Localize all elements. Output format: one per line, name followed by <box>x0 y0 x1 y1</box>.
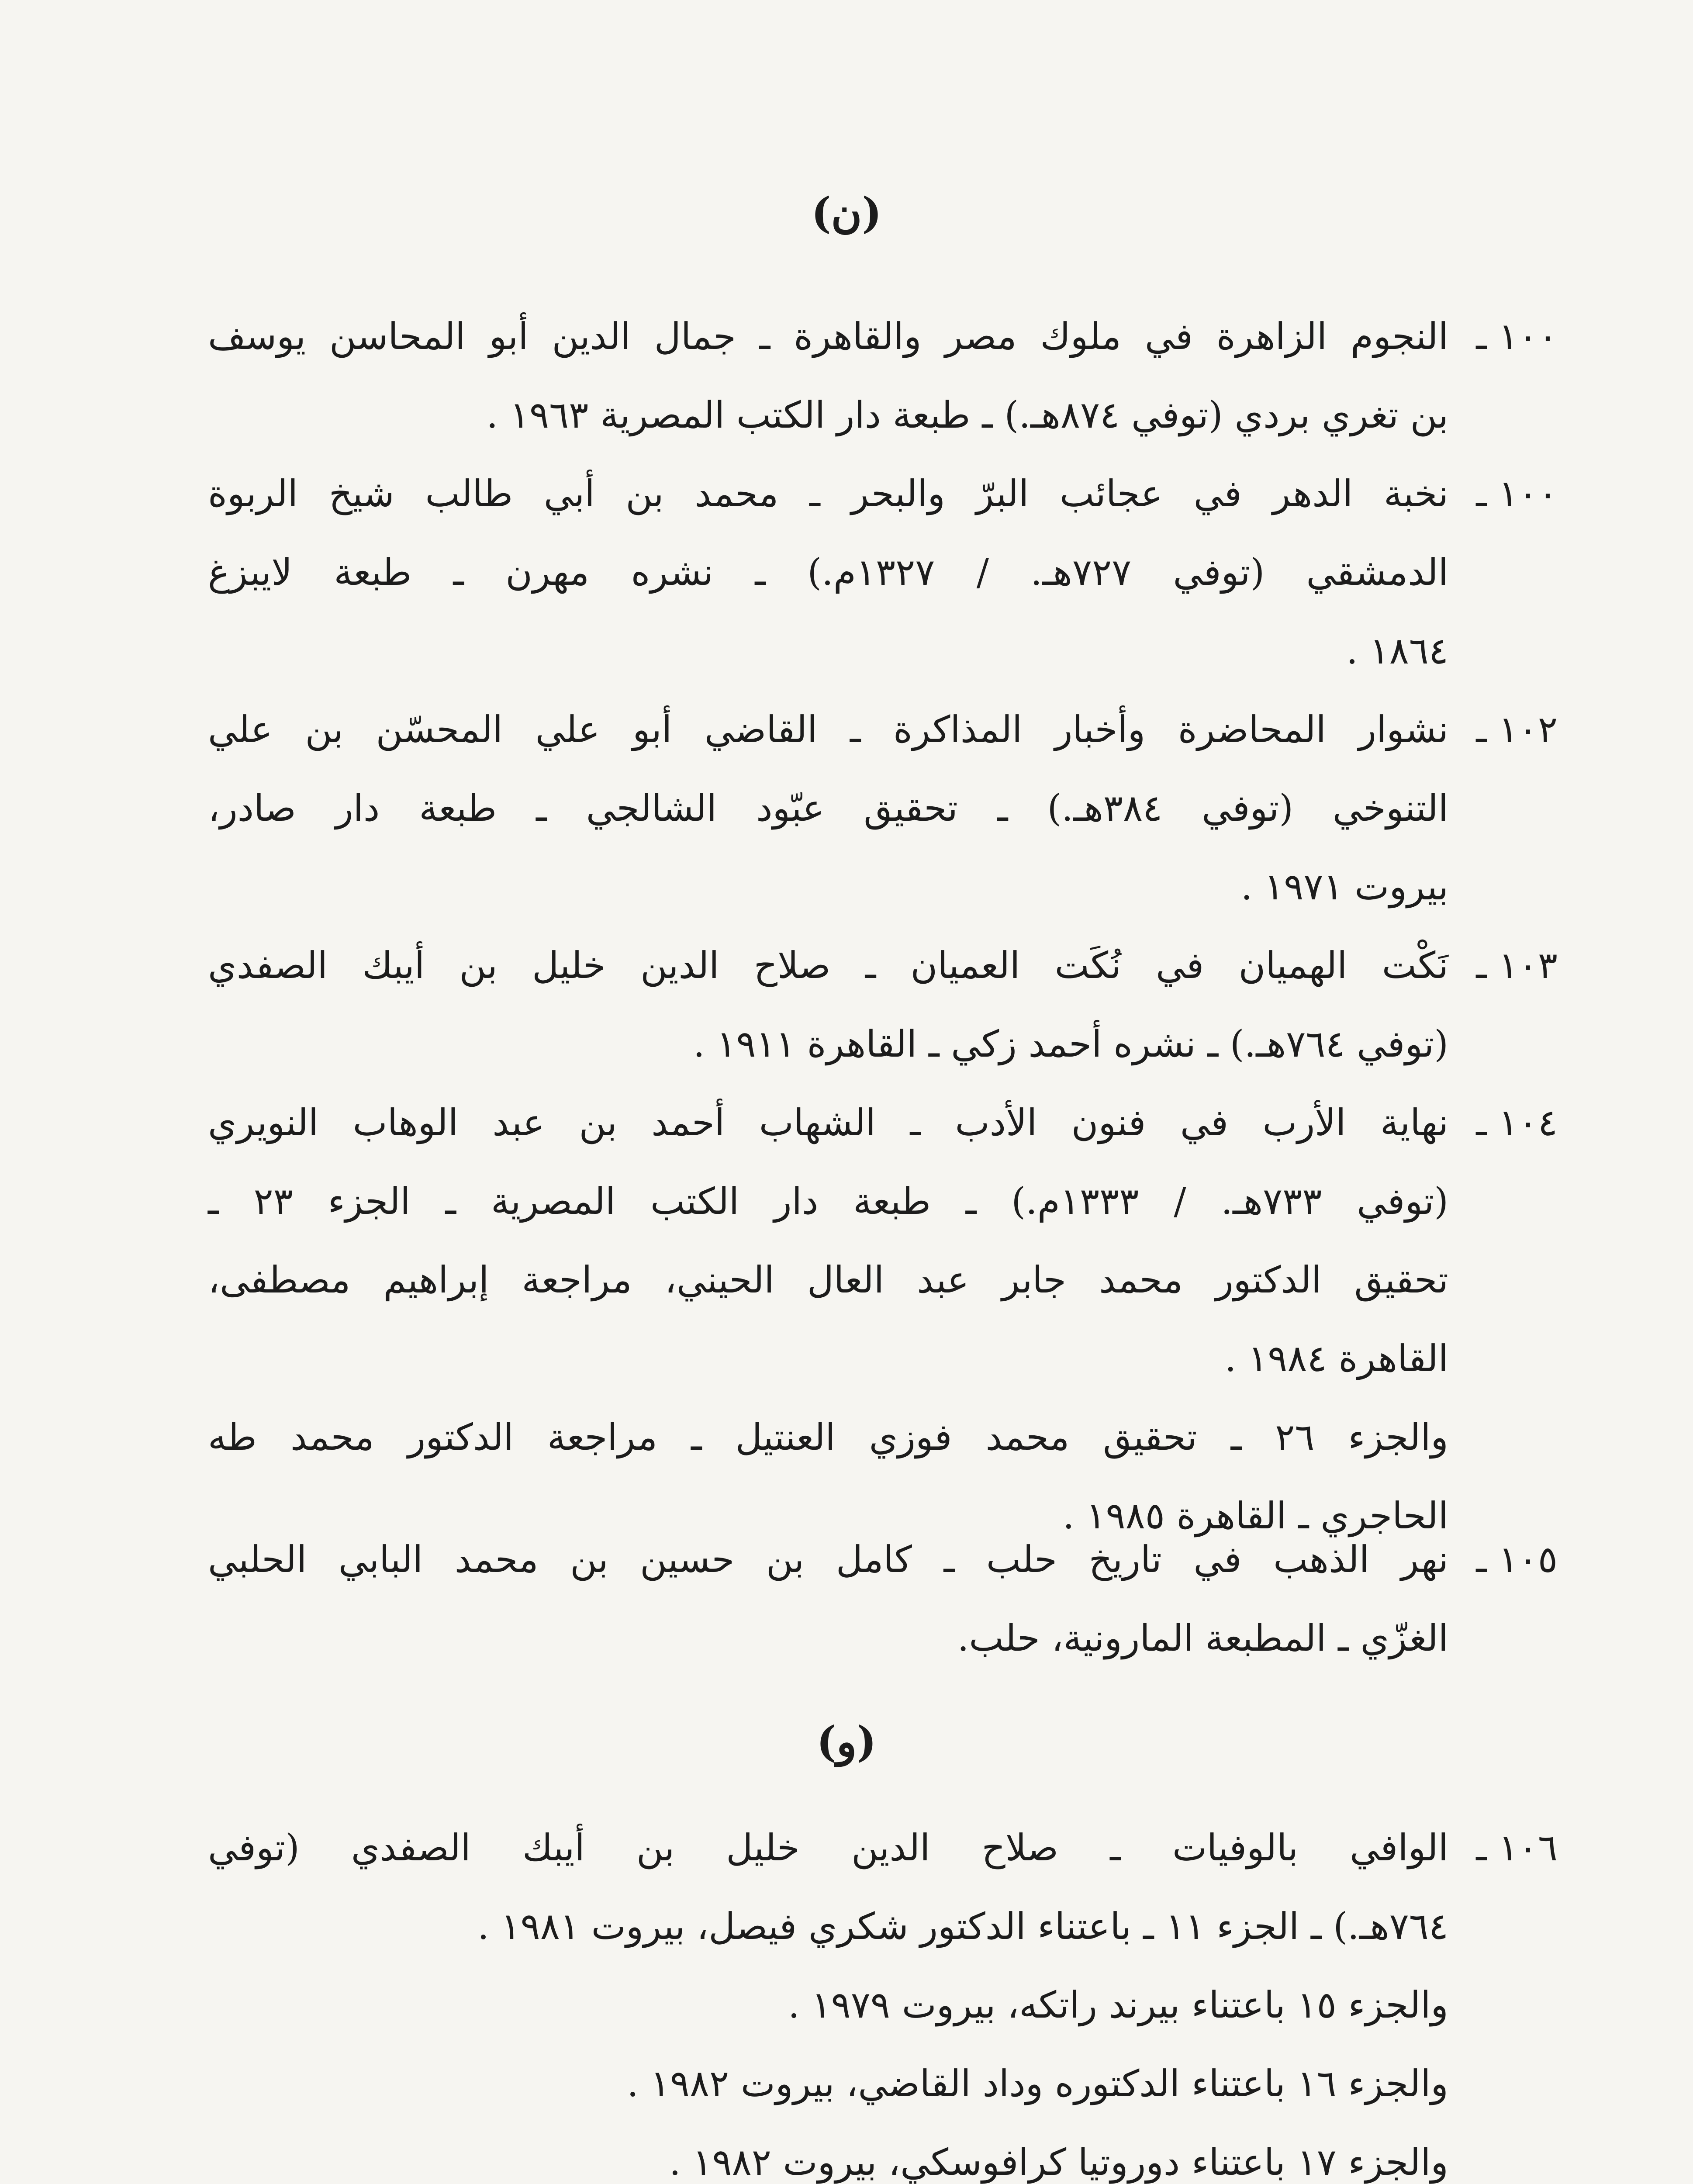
entry-line: نخبة الدهر في عجائب البرّ والبحر ـ محمد بن أبي طالب شيخ الربوة <box>208 472 1448 515</box>
entry-line: (توفي ٧٣٣هـ. / ١٣٣٣م.) ـ طبعة دار الكتب المصرية ـ الجزء ٢٣ ـ <box>208 1180 1448 1223</box>
entry-number: ١٠٣ ـ <box>1476 944 1558 987</box>
bibliography-entry <box>208 1520 1558 1677</box>
entry-number: ١٠٢ ـ <box>1476 708 1558 751</box>
entry-line: التنوخي (توفي ٣٨٤هـ.) ـ تحقيق عبّود الشالجي ـ طبعة دار صادر، <box>208 787 1449 829</box>
entry-line: نَكْت الهميان في نُكَت العميان ـ صلاح الدين خليل بن أيبك الصفدي <box>208 944 1448 987</box>
bibliography-entry <box>208 454 1558 690</box>
entry-number: ١٠٥ ـ <box>1476 1538 1558 1581</box>
entry-line: والجزء ٢٦ ـ تحقيق محمد فوزي العنتيل ـ مراجعة الدكتور محمد طه <box>208 1416 1448 1458</box>
entry-number: ١٠٦ ـ <box>1476 1826 1558 1869</box>
entry-line: تحقيق الدكتور محمد جابر عبد العال الحيني، مراجعة إبراهيم مصطفى، <box>208 1258 1448 1301</box>
bibliography-entry <box>208 690 1558 926</box>
entry-line: والجزء ١٧ باعتناء دوروتيا كرافوسكي، بيروت ١٩٨٢ . <box>669 2141 1448 2184</box>
entry-line: الوافي بالوفيات ـ صلاح الدين خليل بن أيبك الصفدي (توفي <box>208 1826 1448 1869</box>
entry-number: ١٠٠ ـ <box>1476 472 1558 515</box>
entry-line: بن تغري بردي (توفي ٨٧٤هـ.) ـ طبعة دار الكتب المصرية ١٩٦٣ . <box>486 394 1448 436</box>
entry-line: (توفي ٧٦٤هـ.) ـ نشره أحمد زكي ـ القاهرة ١٩١١ . <box>693 1023 1448 1065</box>
entry-number: ١٠٤ ـ <box>1476 1101 1558 1144</box>
bibliography-entry <box>208 1083 1558 1555</box>
section-heading-nun: (ن) <box>811 188 882 238</box>
entry-line: نهاية الأرب في فنون الأدب ـ الشهاب أحمد بن عبد الوهاب النويري <box>208 1101 1448 1144</box>
entry-number: ١٠٠ ـ <box>1476 315 1558 358</box>
bibliography-entry <box>208 297 1558 454</box>
entry-line: القاهرة ١٩٨٤ . <box>1224 1337 1448 1380</box>
entry-line: نشوار المحاضرة وأخبار المذاكرة ـ القاضي أبو علي المحسّن بن علي <box>208 708 1448 751</box>
entry-line: نهر الذهب في تاريخ حلب ـ كامل بن حسين بن محمد البابي الحلبي <box>208 1538 1448 1581</box>
bibliography-entry <box>208 926 1558 1083</box>
entry-line: ١٨٦٤ . <box>1346 629 1448 672</box>
entry-line: الغزّي ـ المطبعة المارونية، حلب. <box>957 1617 1448 1659</box>
entry-line: بيروت ١٩٧١ . <box>1240 865 1448 908</box>
entry-line: النجوم الزاهرة في ملوك مصر والقاهرة ـ جمال الدين أبو المحاسن يوسف <box>208 315 1448 358</box>
section-heading-waw: (و) <box>816 1717 877 1766</box>
entry-line: ٧٦٤هـ.) ـ الجزء ١١ ـ باعتناء الدكتور شكري فيصل، بيروت ١٩٨١ . <box>477 1905 1448 1948</box>
entry-line: الدمشقي (توفي ٧٢٧هـ. / ١٣٢٧م.) ـ نشره مهرن ـ طبعة لايبزغ <box>208 551 1448 594</box>
entry-line: الحاجري ـ القاهرة ١٩٨٥ . <box>1062 1494 1448 1537</box>
bibliography-entry <box>208 1808 1558 2184</box>
entry-line: والجزء ١٥ باعتناء بيرند راتكه، بيروت ١٩٧٩ . <box>788 1984 1448 2026</box>
entry-line: والجزء ١٦ باعتناء الدكتوره وداد القاضي، بيروت ١٩٨٢ . <box>627 2062 1448 2105</box>
